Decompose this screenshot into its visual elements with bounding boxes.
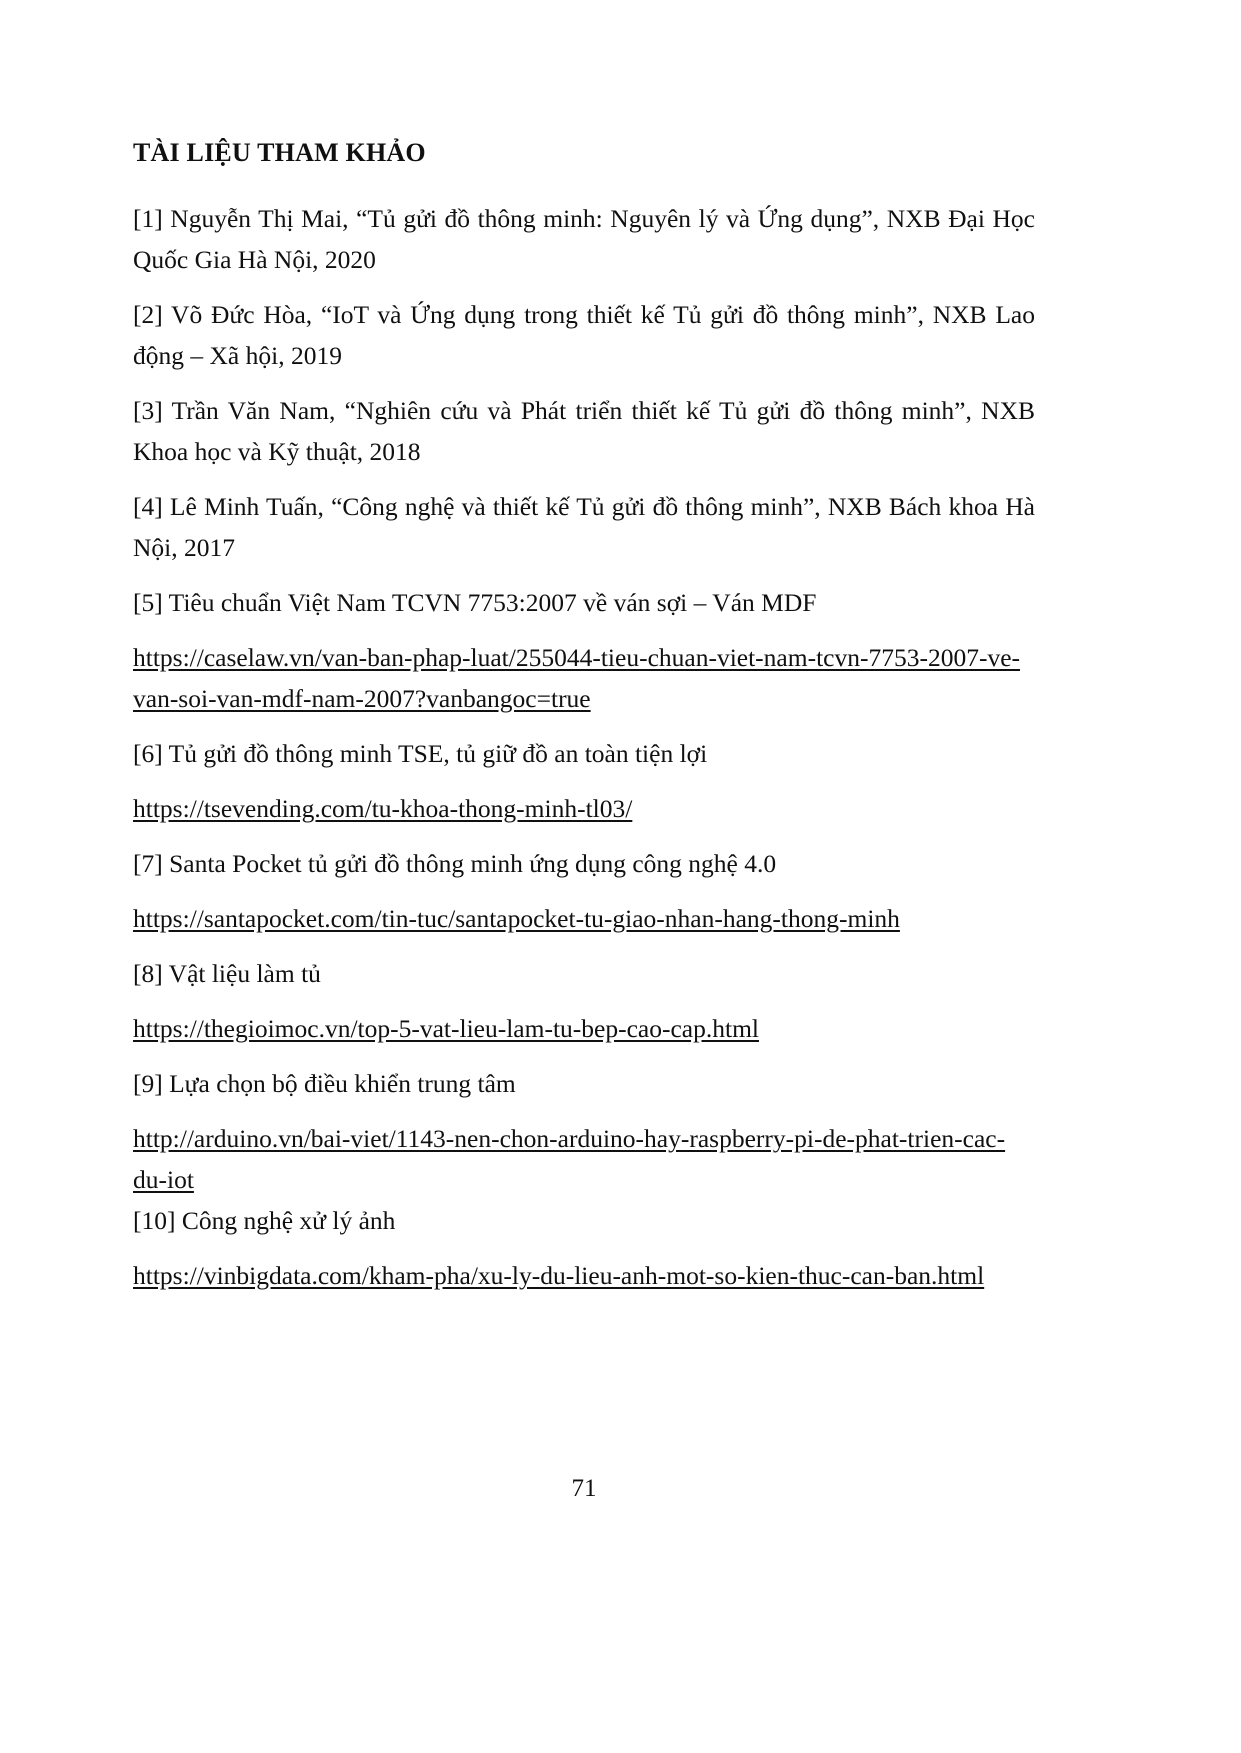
reference-item-6: [6] Tủ gửi đồ thông minh TSE, tủ giữ đồ an toàn tiện lợi (133, 739, 708, 768)
reference-link-vinbigdata[interactable]: https://vinbigdata.com/kham-pha/xu-ly-du-lieu-anh-mot-so-kien-thuc-can-ban.html (133, 1261, 985, 1290)
reference-item-4: [4] Lê Minh Tuấn, “Công nghệ và thiết kế Tủ gửi đồ thông minh”, NXB Bách khoa Hà Nội, 2017 (133, 492, 1035, 562)
page-number: 71 (571, 1475, 597, 1502)
page-title: TÀI LIỆU THAM KHẢO (133, 138, 426, 167)
reference-item-1: [1] Nguyễn Thị Mai, “Tủ gửi đồ thông minh: Nguyên lý và Ứng dụng”, NXB Đại Học Quốc Gia Hà Nội, 2020 (133, 204, 1035, 274)
reference-item-8: [8] Vật liệu làm tủ (133, 959, 321, 988)
reference-item-3: [3] Trần Văn Nam, “Nghiên cứu và Phát triển thiết kế Tủ gửi đồ thông minh”, NXB Khoa học và Kỹ thuật, 2018 (133, 396, 1035, 466)
reference-link-thegioimoc[interactable]: https://thegioimoc.vn/top-5-vat-lieu-lam-tu-bep-cao-cap.html (133, 1014, 759, 1043)
reference-item-7: [7] Santa Pocket tủ gửi đồ thông minh ứng dụng công nghệ 4.0 (133, 849, 777, 878)
reference-link-line-6 (133, 788, 1035, 829)
reference-item-9: [9] Lựa chọn bộ điều khiển trung tâm (133, 1069, 516, 1098)
reference-link-line-10 (133, 1255, 1035, 1296)
reference-link-arduino[interactable]: http://arduino.vn/bai-viet/1143-nen-chon-arduino-hay-raspberry-pi-de-phat-trien-cac-du-iot (133, 1124, 1006, 1194)
reference-item-10: [10] Công nghệ xử lý ảnh (133, 1206, 396, 1235)
reference-item-5: [5] Tiêu chuẩn Việt Nam TCVN 7753:2007 về ván sợi – Ván MDF (133, 588, 817, 617)
reference-link-tsevending[interactable]: https://tsevending.com/tu-khoa-thong-minh-tl03/ (133, 794, 633, 823)
reference-link-line-9 (133, 1118, 1035, 1200)
reference-link-line-8 (133, 1008, 1035, 1049)
reference-link-santapocket[interactable]: https://santapocket.com/tin-tuc/santapocket-tu-giao-nhan-hang-thong-minh (133, 904, 900, 933)
reference-link-line-7 (133, 898, 1035, 939)
reference-link-caselaw[interactable]: https://caselaw.vn/van-ban-phap-luat/255044-tieu-chuan-viet-nam-tcvn-7753-2007-ve-van-soi-van-mdf-nam-2007?vanbangoc=true (133, 643, 1021, 713)
reference-link-line-5 (133, 637, 1035, 719)
reference-item-2: [2] Võ Đức Hòa, “IoT và Ứng dụng trong thiết kế Tủ gửi đồ thông minh”, NXB Lao động – Xã hội, 2019 (133, 300, 1035, 370)
